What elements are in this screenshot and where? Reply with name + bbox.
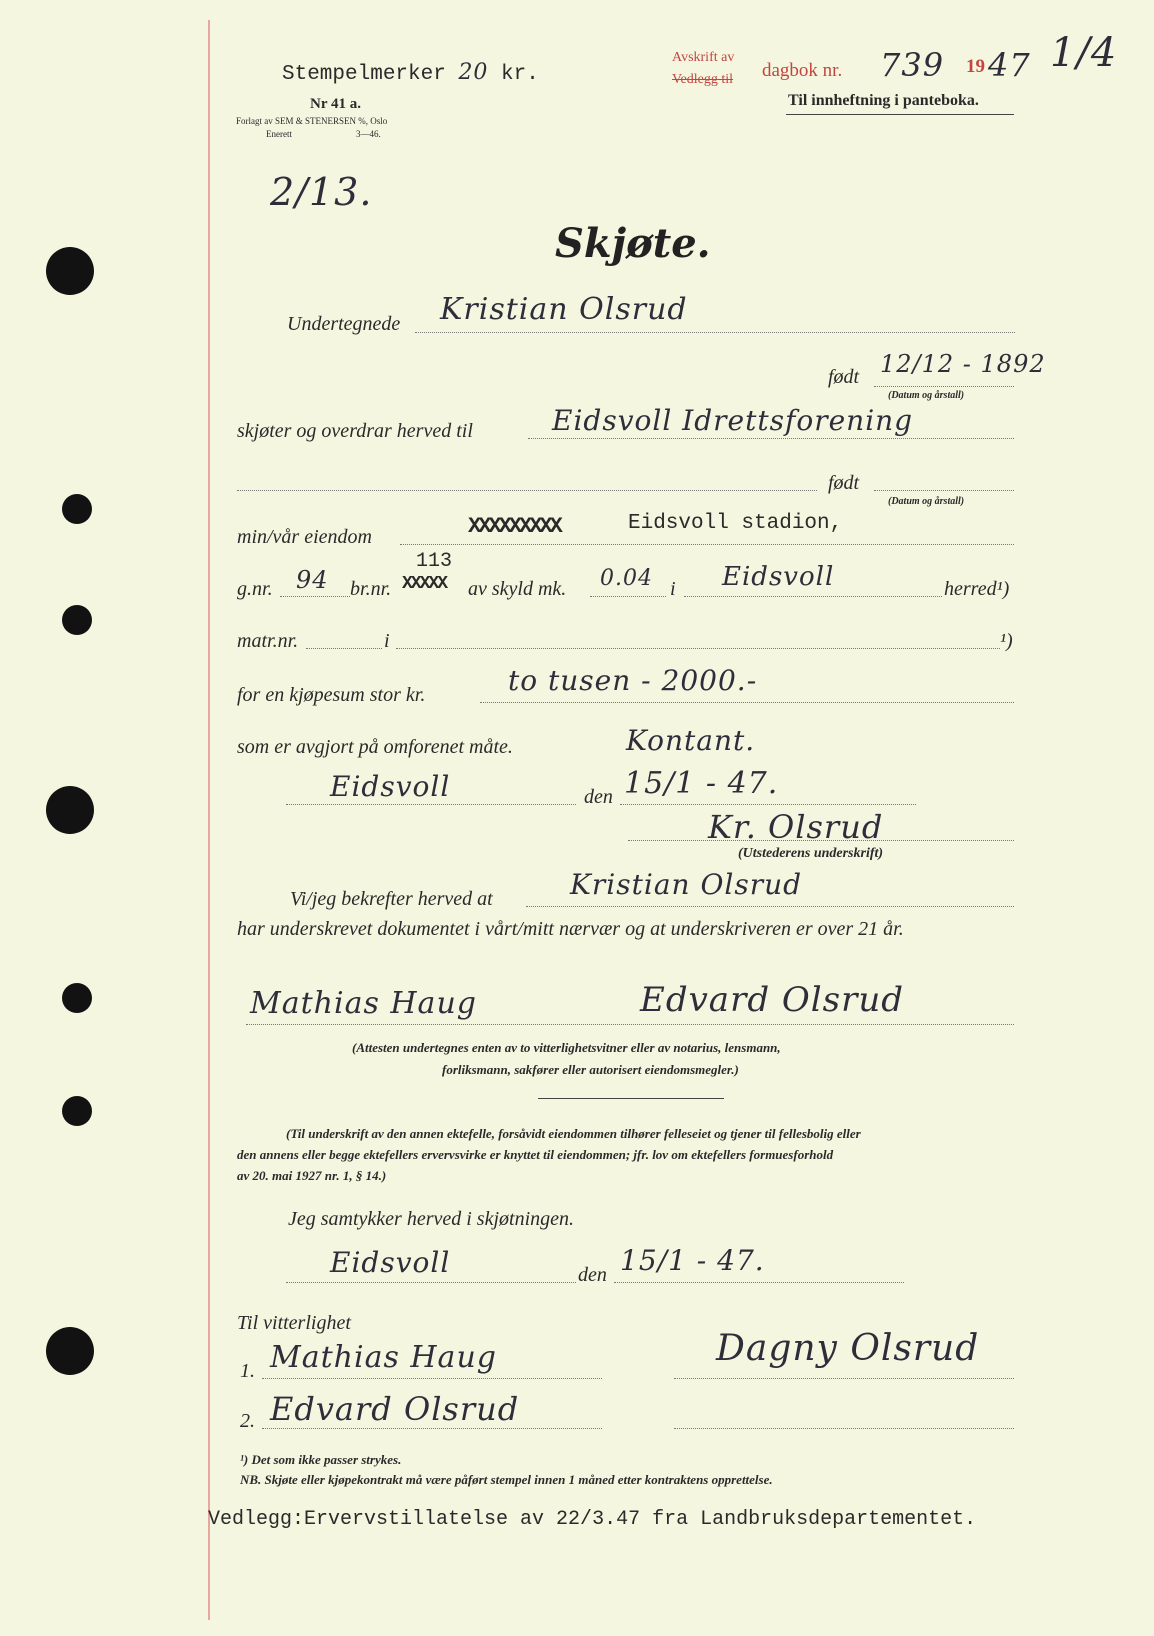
- witness-line: [246, 1024, 1014, 1025]
- matrnr-line: [306, 648, 382, 649]
- eiendom-label: min/vår eiendom: [237, 526, 372, 548]
- fodt2-line: [874, 490, 1014, 491]
- publisher-code: 3—46.: [356, 129, 381, 139]
- copy-of-line2: Vedlegg til: [672, 72, 734, 87]
- section-divider: [538, 1098, 724, 1099]
- matr-place-line: [396, 648, 1000, 649]
- kjopesum-line: [480, 702, 1014, 703]
- year-written: 47: [988, 46, 1031, 84]
- dagbok-label: dagbok nr.: [762, 60, 843, 81]
- year-printed: 19: [966, 56, 985, 77]
- copy-of-line1: Avskrift av: [672, 50, 735, 65]
- eiendom-line: [400, 544, 1014, 545]
- witness-1: Mathias Haug: [270, 1340, 497, 1375]
- dagbok-number: 739: [880, 46, 945, 84]
- punch-hole: [46, 1327, 94, 1375]
- witness-signature-1: Mathias Haug: [250, 986, 477, 1021]
- gnr-label: g.nr.: [237, 578, 273, 600]
- stamp-amount: 20: [458, 60, 489, 85]
- kjopesum-value: to tusen - 2000.-: [508, 664, 758, 697]
- avgjort-label: som er avgjort på omforenet måte.: [237, 736, 513, 758]
- stamp-label: Stempelmerker: [282, 63, 446, 86]
- date2-line: [614, 1282, 904, 1283]
- witness-num-1: 1.: [240, 1360, 255, 1382]
- den2-label: den: [578, 1264, 607, 1286]
- vitterlighet-label: Til vitterlighet: [237, 1312, 351, 1334]
- den-label: den: [584, 786, 613, 808]
- brnr-crossed: XXXXX: [402, 574, 447, 594]
- fodt-label: født: [828, 366, 860, 388]
- punch-hole: [62, 605, 92, 635]
- publisher-line2: Enerett: [266, 129, 292, 139]
- punch-hole: [62, 1096, 92, 1126]
- eiendom-value: Eidsvoll stadion,: [628, 512, 843, 535]
- undertegnede-line: [415, 332, 1015, 333]
- skyld-label: av skyld mk.: [468, 578, 567, 600]
- witness1-line: [262, 1378, 602, 1379]
- signature1-hint: (Utstederens underskrift): [738, 846, 884, 861]
- stamp-line: [282, 60, 539, 86]
- matrnr-label: matr.nr.: [237, 630, 299, 652]
- spouse-note-1: (Til underskrift av den annen ektefelle, forsåvidt eiendommen tilhører felleseiet og tjener til fellesbolig eller: [286, 1126, 861, 1141]
- datum-hint2: (Datum og årstall): [888, 496, 965, 507]
- date-written: 1/4: [1050, 30, 1118, 76]
- attest-note-2: forliksmann, sakfører eller autorisert eiendomsmegler.): [442, 1062, 739, 1077]
- margin-line: [208, 20, 210, 1620]
- place2-line: [286, 1282, 576, 1283]
- herred-line: [684, 596, 942, 597]
- place2: Eidsvoll: [330, 1246, 451, 1279]
- form-number: Nr 41 a.: [310, 96, 361, 112]
- attest-note-1: (Attesten undertegnes enten av to vitterlighetsvitner eller av notarius, lensmann,: [352, 1040, 781, 1055]
- footnote-1: ¹) Det som ikke passer strykes.: [240, 1452, 402, 1467]
- document-title: Skjøte.: [555, 220, 711, 267]
- bekrefter-label: Vi/jeg bekrefter herved at: [290, 888, 493, 910]
- i-label: i: [670, 578, 676, 600]
- blank-line: [237, 490, 817, 491]
- bekrefter-line: [526, 906, 1014, 907]
- skjoter-line: [528, 438, 1014, 439]
- signature1-line: [628, 840, 1014, 841]
- filing-underline: [786, 114, 1014, 115]
- marginal-note: 2/13.: [270, 170, 373, 214]
- issuer-signature: Kr. Olsrud: [708, 808, 884, 846]
- gnr-value: 94: [296, 566, 329, 594]
- bekrefter-value: Kristian Olsrud: [570, 868, 803, 901]
- skjoter-label: skjøter og overdrar herved til: [237, 420, 473, 442]
- punch-hole: [62, 494, 92, 524]
- spouse-line: [674, 1378, 1014, 1379]
- skyld-line: [590, 596, 666, 597]
- date2: 15/1 - 47.: [620, 1244, 765, 1277]
- samtykker-label: Jeg samtykker herved i skjøtningen.: [288, 1208, 575, 1230]
- footnote-2: NB. Skjøte eller kjøpekontrakt må være påført stempel innen 1 måned etter kontraktens opprettelse.: [240, 1472, 773, 1487]
- publisher-line1: Forlagt av SEM & STENERSEN %, Oslo: [236, 116, 388, 126]
- filing-note: Til innheftning i panteboka.: [788, 92, 979, 109]
- brnr-value: 113: [416, 550, 453, 573]
- skyld-value: 0.04: [600, 566, 653, 591]
- undertegnede-value: Kristian Olsrud: [440, 292, 688, 327]
- matr-i-label: i: [384, 630, 390, 652]
- fodt-line: [874, 386, 1014, 387]
- punch-hole: [46, 786, 94, 834]
- punch-hole: [62, 983, 92, 1013]
- gnr-line: [280, 596, 350, 597]
- kjopesum-label: for en kjøpesum stor kr.: [237, 684, 426, 706]
- herred-label: herred¹): [944, 578, 1010, 600]
- punch-hole: [46, 247, 94, 295]
- fodt2-label: født: [828, 472, 860, 494]
- spouse-signature: Dagny Olsrud: [716, 1328, 980, 1369]
- skjoter-value: Eidsvoll Idrettsforening: [552, 404, 914, 437]
- date1-line: [620, 804, 916, 805]
- witness-signature-2: Edvard Olsrud: [640, 980, 904, 1020]
- blank-signature-line: [674, 1428, 1014, 1429]
- witness-num-2: 2.: [240, 1410, 255, 1432]
- spouse-note-3: av 20. mai 1927 nr. 1, § 14.): [237, 1168, 387, 1183]
- witness-2: Edvard Olsrud: [270, 1390, 520, 1428]
- witness2-line: [262, 1428, 602, 1429]
- matr-end: ¹): [1000, 630, 1013, 652]
- date1: 15/1 - 47.: [624, 766, 779, 801]
- vedlegg-line: Vedlegg:Ervervstillatelse av 22/3.47 fra Landbruksdepartementet.: [208, 1508, 977, 1531]
- brnr-label: br.nr.: [350, 578, 392, 600]
- place1: Eidsvoll: [330, 770, 451, 803]
- avgjort-value: Kontant.: [626, 724, 756, 757]
- datum-hint: (Datum og årstall): [888, 390, 965, 401]
- fodt-value: 12/12 - 1892: [880, 350, 1046, 378]
- spouse-note-2: den annens eller begge ektefellers ervervsvirke er knyttet til eiendommen; jfr. lov om ektefellers formuesforhold: [237, 1147, 834, 1162]
- underskrevet-text: har underskrevet dokumentet i vårt/mitt nærvær og at underskriveren er over 21 år.: [237, 918, 904, 940]
- place1-line: [286, 804, 576, 805]
- eiendom-crossed: XXXXXXXXX: [468, 514, 560, 539]
- undertegnede-label: Undertegnede: [287, 313, 401, 335]
- stamp-unit: kr.: [501, 63, 539, 86]
- herred-value: Eidsvoll: [722, 562, 835, 592]
